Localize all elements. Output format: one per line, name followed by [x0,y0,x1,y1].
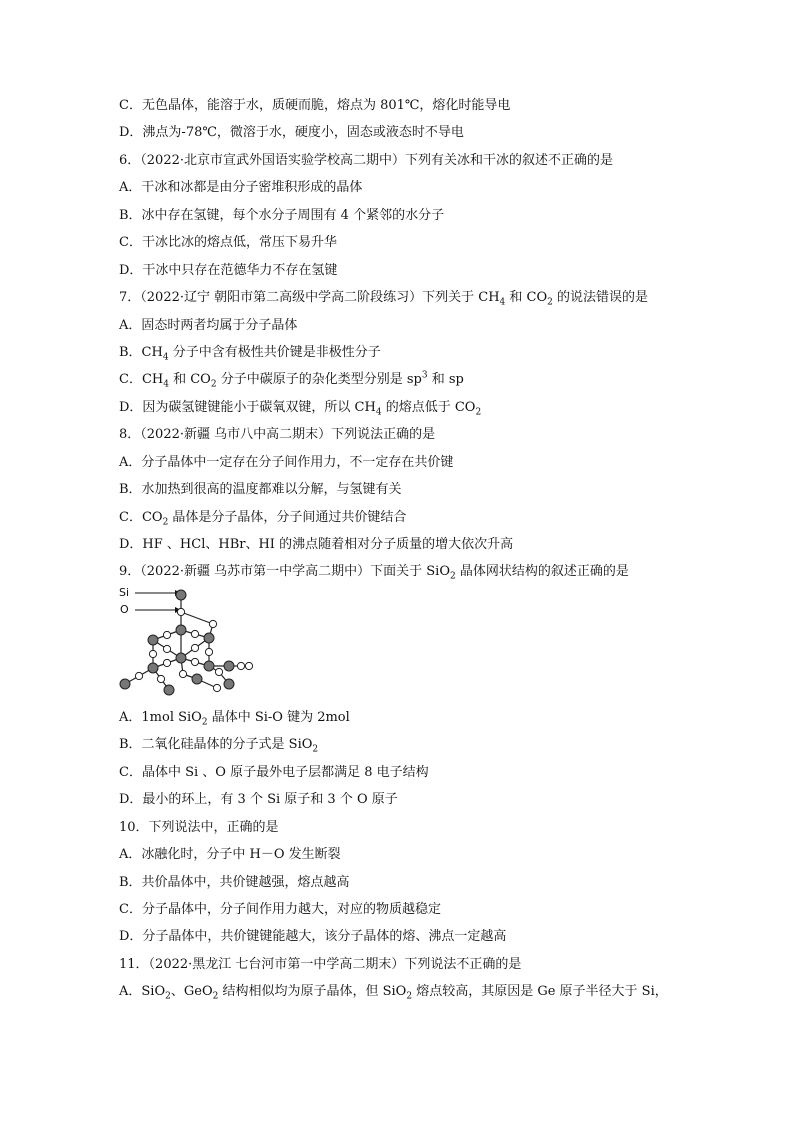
legend-o-label: O [120,602,129,616]
oxygen-atom [163,631,170,638]
silicon-atom [204,661,214,671]
silicon-atom [192,674,202,684]
legend-si-label: Si [119,585,130,599]
q7-option-a: A．固态时两者均属于分子晶体 [119,317,298,333]
q7-option-c: C．$CH_4$ 和 $CO_2$ 分子中碳原子的杂化类型分别是 $sp^3$ 和 sp [119,371,464,390]
oxygen-atom [179,670,186,677]
oxygen-atom [209,620,216,627]
q8-option-d: D．HF 、HCl、HBr、HI 的沸点随着相对分子质量的增大依次升高 [119,537,514,552]
oxygen-atom [163,659,170,666]
oxygen-atom [191,658,198,665]
q10-option-c: C．分子晶体中，分子间作用力越大，对应的物质越稳定 [119,901,441,917]
si-o-bond [181,612,213,624]
q7-stem: 7．（2022·辽宁 朝阳市第二高级中学高二阶段练习）下列关于 $CH_4$ 和 $CO_2$ 的说法错误的是 [119,290,649,308]
silicon-atom [224,661,234,671]
silicon-atom [224,679,234,689]
silicon-atom [148,635,158,645]
oxygen-atom [157,675,164,682]
oxygen-atom [237,662,244,669]
oxygen-atom [215,668,222,675]
oxygen-atom [163,645,170,652]
q5-option-c: C．无色晶体，能溶于水，质硬而脆，熔点为 801℃，熔化时能导电 [119,98,511,113]
q6-option-b: B．冰中存在氢键，每个水分子周围有 4 个紧邻的水分子 [119,207,445,223]
q8-option-a: A．分子晶体中一定存在分子间作用力，不一定存在共价键 [119,454,454,470]
q10-option-d: D．分子晶体中，共价键键能越大，该分子晶体的熔、沸点一定越高 [119,929,507,945]
silicon-atom [204,633,214,643]
q6-option-d: D．干冰中只存在范德华力不存在氢键 [119,262,338,278]
bond-lines [125,595,249,690]
q8-option-b: B．水加热到很高的温度都难以分解，与氢键有关 [119,482,402,498]
q6-stem: 6．（2022·北京市宣武外国语实验学校高二期中）下列有关冰和干冰的叙述不正确的是 [119,152,613,168]
q5-option-d: D．沸点为-78℃，微溶于水，硬度小，固态或液态时不导电 [119,125,464,141]
oxygen-atom [191,644,198,651]
sio2-structure-figure [119,586,699,704]
q11-stem: 11．（2022·黑龙江 七台河市第一中学高二期末）下列说法不正确的是 [119,956,522,972]
silicon-atom [176,653,186,663]
q6-option-a: A．干冰和冰都是由分子密堆积形成的晶体 [119,180,363,196]
q7-option-b: B．$CH_4$ 分子中含有极性共价键是非极性分子 [119,344,381,363]
q9-option-b: B．二氧化硅晶体的分子式是 SiO$_2$ [119,737,319,755]
oxygen-atom [149,650,156,657]
q11-option-a: A．SiO$_2$、GeO$_2$ 结构相似均为原子晶体，但 SiO$_2$ 熔点较高，其原因是 Ge 原子半径大于 Si， [119,984,668,1002]
atom-group [120,590,253,695]
silicon-atom [176,590,186,600]
oxygen-atom [213,684,220,691]
q9-option-a: A．1mol SiO$_2$ 晶体中 Si-O 键为 2mol [119,709,350,728]
q10-stem: 10．下列说法中，正确的是 [119,819,279,835]
silicon-atom [148,663,158,673]
q10-option-a: A．冰融化时，分子中 H－O 发生断裂 [119,847,341,863]
silicon-atom [164,685,174,695]
oxygen-atom [135,672,142,679]
q9-option-c: C．晶体中 Si 、O 原子最外电子层都满足 8 电子结构 [119,764,429,780]
q6-option-c: C．干冰比冰的熔点低，常压下易升华 [119,235,337,251]
q9-stem: 9．（2022·新疆 乌苏市第一中学高二期中）下面关于 SiO$_2$ 晶体网状结构的叙述正确的是 [119,564,629,583]
q9-option-d: D．最小的环上，有 3 个 Si 原子和 3 个 O 原子 [119,792,398,808]
oxygen-atom [191,630,198,637]
q8-stem: 8．（2022·新疆 乌市八中高二期末）下列说法正确的是 [119,427,436,443]
oxygen-atom [205,648,212,655]
q8-option-c: C．$CO_2$ 晶体是分子晶体，分子间通过共价键结合 [119,509,407,528]
q10-option-b: B．共价晶体中，共价键越强，熔点越高 [119,874,350,890]
q7-option-d: D．因为碳氢键键能小于碳氧双键，所以 $CH_4$ 的熔点低于 $CO_2$ [119,399,482,418]
sio2-network-diagram [119,586,259,704]
oxygen-atom [245,662,252,669]
silicon-atom [120,679,130,689]
document-page [119,92,699,1006]
oxygen-atom [177,608,184,615]
silicon-atom [176,625,186,635]
